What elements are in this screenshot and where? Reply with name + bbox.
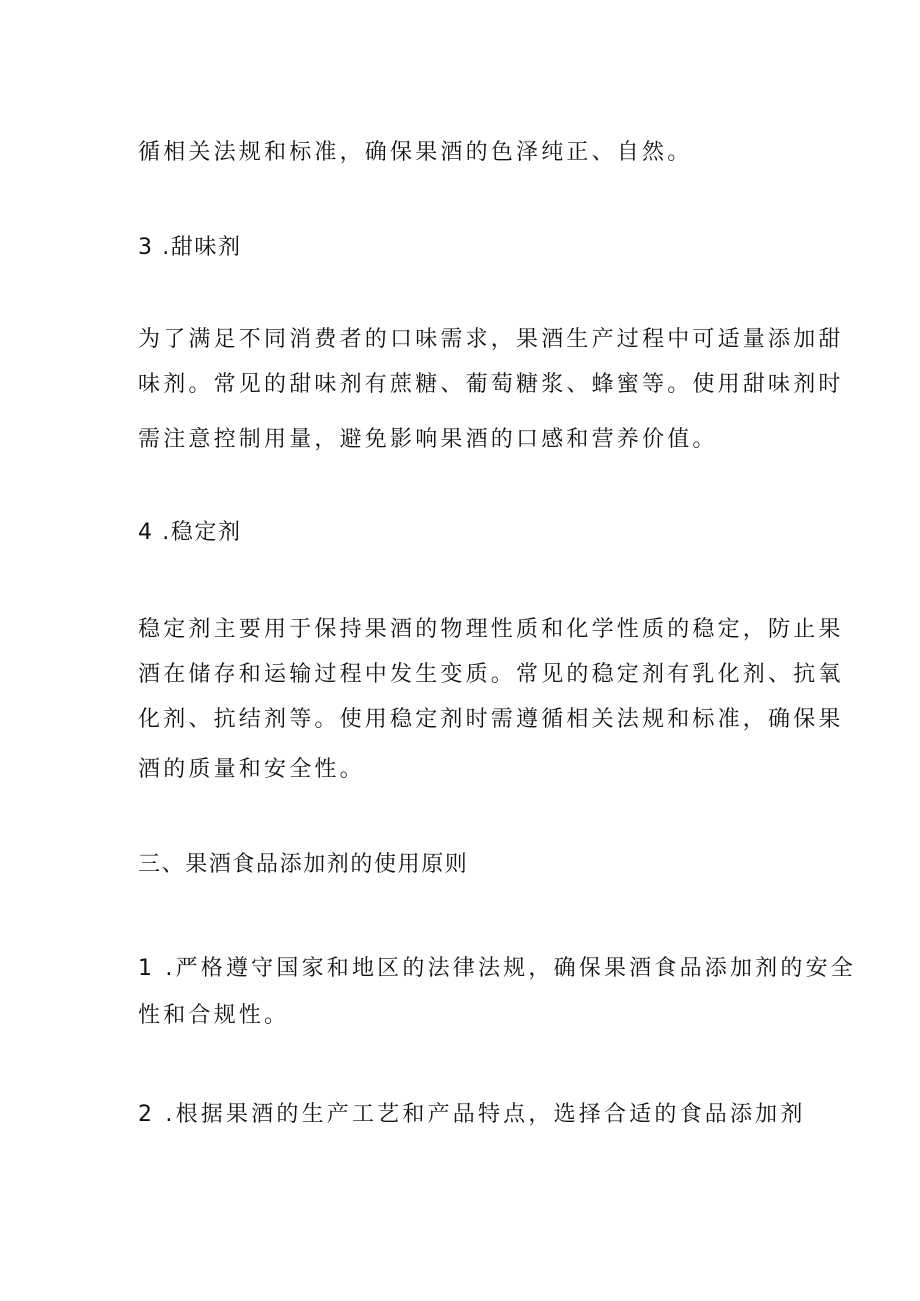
heading-stabilizer: 4 .稳定剂 (138, 520, 242, 545)
paragraph-sweetener-line-3: 需注意控制用量，避免影响果酒的口感和营养价值。 (138, 427, 718, 452)
heading-sweetener: 3 .甜味剂 (138, 235, 242, 260)
principle-1-line-2: 性和合规性。 (138, 1003, 290, 1028)
paragraph-stabilizer-line-2: 酒在储存和运输过程中发生变质。常见的稳定剂有乳化剂、抗氧 (138, 662, 844, 687)
paragraph-continuation: 循相关法规和标准，确保果酒的色泽纯正、自然。 (138, 140, 693, 165)
principle-2: 2 .根据果酒的生产工艺和产品特点，选择合适的食品添加剂 (138, 1102, 806, 1127)
paragraph-stabilizer-line-4: 酒的质量和安全性。 (138, 757, 365, 782)
paragraph-sweetener-line-1: 为了满足不同消费者的口味需求，果酒生产过程中可适量添加甜 (138, 327, 844, 352)
section-heading-principles: 三、果酒食品添加剂的使用原则 (138, 852, 469, 877)
paragraph-stabilizer-line-1: 稳定剂主要用于保持果酒的物理性质和化学性质的稳定，防止果 (138, 617, 844, 642)
principle-1-line-1: 1 .严格遵守国家和地区的法律法规，确保果酒食品添加剂的安全 (138, 956, 856, 981)
paragraph-sweetener-line-2: 味剂。常见的甜味剂有蔗糖、葡萄糖浆、蜂蜜等。使用甜味剂时 (138, 372, 844, 397)
paragraph-stabilizer-line-3: 化剂、抗结剂等。使用稳定剂时需遵循相关法规和标准，确保果 (138, 707, 844, 732)
